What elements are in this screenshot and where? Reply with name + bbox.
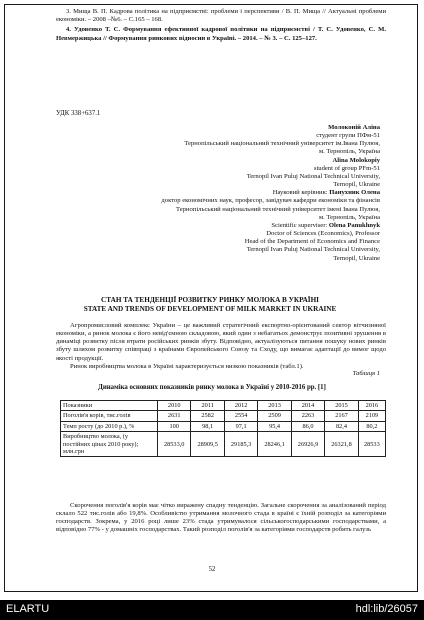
author-line: student of group PFm-51 <box>313 164 380 172</box>
table-cell: 2631 <box>158 411 191 421</box>
author-line: Ternopil, Ukraine <box>333 181 380 189</box>
table-row <box>61 432 386 457</box>
table-cell: Поголів'я корів, тис.голів <box>61 411 158 421</box>
author-name-ua: Молоконій Аліна <box>328 124 380 131</box>
author-line: Ternopil Ivan Puluj National Technical University, <box>246 172 380 180</box>
table-row <box>61 421 386 431</box>
table-cell: 80,2 <box>358 421 385 431</box>
table-header-cell: 2010 <box>158 401 191 411</box>
supervisor-name-en: Olena Panukhnyk <box>328 221 380 229</box>
handle-link[interactable]: hdl:lib/26057 <box>355 603 418 615</box>
paragraph: Агропромисловий комплекс України – це важливий стратегічний експортно-орієнтований сектор вітчизняної економіки, а ринок молока є його невід'ємною складовою, який один з небагатьох демонструє позитивні зрушення в динаміці розвитку після втрати російських ринків збуту. Відповідно, актуалізуються питання пошуку нових ринків збуту шляхом розвитку співпраці з країнами Європейського Союзу та Сходу, що вимагає адаптації до вимог щодо якості продукції. <box>56 322 386 362</box>
table-row <box>61 411 386 421</box>
table-title: Динаміка основних показників ринку молока в Україні у 2010-2016 рр. [1] <box>98 384 326 391</box>
table-cell: 98,1 <box>191 421 224 431</box>
supervisor-line: Ternopil Ivan Puluj National Technical University, <box>246 246 380 254</box>
table-label: Таблиця 1 <box>352 370 380 377</box>
table-cell: 82,4 <box>325 421 358 431</box>
table-cell: 97,1 <box>224 421 257 431</box>
article-titles <box>40 296 380 314</box>
supervisor-line: доктор економічних наук, професор, завідувач кафедри економіки та фінансів <box>161 197 380 205</box>
supervisor-label-ua: Науковий керівник: <box>272 189 330 197</box>
author-name-en: Alina Molokopiy <box>332 156 380 164</box>
supervisor-line: Doctor of Sciences (Economics), Professor <box>266 230 380 238</box>
paragraph: Скорочення поголів'я корів має чітко виражену спадну тенденцію. Загальне скорочення за аналізований період склало 522 тис.голів або 19,8%. Особливістю утримання молочного стада в країні є їхній розподіл за категоріями господарств. Зокрема, у 2016 році лише 23% стада утримувалося сільськогосподарськими господарствами, а відповідно 77% - у домашніх господарствах. Такий розподіл поголів'я за категоріями господарств робить галузь <box>56 502 386 534</box>
supervisor-line: м. Тернопіль, Україна <box>318 213 380 221</box>
repository-name: ELARTU <box>6 603 50 615</box>
table-cell: 28533 <box>358 432 385 457</box>
intro-text <box>56 322 386 371</box>
paragraph: Ринок виробництва молока в Україні характеризується низкою показників (табл.1). <box>70 362 304 370</box>
supervisor-line: Ternopil, Ukraine <box>333 254 380 262</box>
table-cell: 2582 <box>191 411 224 421</box>
table-cell: 28246,1 <box>258 432 291 457</box>
table-cell: Темп росту (до 2010 р.), % <box>61 421 158 431</box>
supervisor-label-en: Scientific superviser: <box>271 221 329 229</box>
table-cell: 26321,8 <box>325 432 358 457</box>
table-cell: 2109 <box>358 411 385 421</box>
table-cell: 28909,5 <box>191 432 224 457</box>
table-header-cell: 2015 <box>325 401 358 411</box>
table-cell: 26926,9 <box>291 432 324 457</box>
supervisor-line: Тернопільський національний технічний університет імені Івана Пулюя, <box>175 205 380 213</box>
title-ua: СТАН ТА ТЕНДЕНЦІЇ РОЗВИТКУ РИНКУ МОЛОКА В УКРАЇНІ <box>101 296 319 304</box>
table-cell: 28533,0 <box>158 432 191 457</box>
author-line: м. Тернопіль, Україна <box>318 148 380 156</box>
table-cell: 100 <box>158 421 191 431</box>
reference-3: 3. Мища В. П. Кадрова політика на підприємстві: проблеми і перспективи / В. П. Мища // Актуальні проблеми економіки. – 2008 –№6. – С.165 – 168. <box>56 8 386 24</box>
analysis-text <box>56 502 386 535</box>
table-header-cell: Показники <box>61 401 158 411</box>
table-header-cell: 2011 <box>191 401 224 411</box>
table-cell: 2263 <box>291 411 324 421</box>
table-header-cell: 2016 <box>358 401 385 411</box>
references <box>56 8 386 45</box>
table-cell: 29185,3 <box>224 432 257 457</box>
table-header-cell: 2012 <box>224 401 257 411</box>
table-header-row <box>61 401 386 411</box>
table-cell: 2167 <box>325 411 358 421</box>
supervisor-en <box>50 222 380 230</box>
table-cell: Виробництво молока, (у постійних цінах 2010 року); млн.грн <box>61 432 158 457</box>
author-line: студент групи ПФм-51 <box>316 132 380 140</box>
reference-4: 4. Удовенко Т. С. Формування ефективної кадрової політики на підприємстві / Т. С. Удовенко, С. М. Невмержицька // Формування ринкових відносин в Україні. – 2014. – № 3. – С. 125–127. <box>56 26 386 42</box>
page-number: 52 <box>208 566 216 573</box>
supervisor-name-ua: Панухник Олена <box>329 189 380 197</box>
author-block <box>50 124 380 263</box>
data-table <box>60 400 386 457</box>
supervisor-line: Head of the Department of Economics and Finance <box>244 238 380 246</box>
table-cell: 2509 <box>258 411 291 421</box>
table-cell: 95,4 <box>258 421 291 431</box>
table-header-cell: 2014 <box>291 401 324 411</box>
supervisor-ua <box>50 189 380 197</box>
table-header-cell: 2013 <box>258 401 291 411</box>
author-line: Тернопільський національний технічний університет ім.Івана Пулюя, <box>184 140 380 148</box>
udk-code: УДК 338+637.1 <box>56 110 101 117</box>
archive-footer <box>0 600 424 620</box>
table-cell: 86,0 <box>291 421 324 431</box>
title-en: STATE AND TRENDS OF DEVELOPMENT OF MILK MARKET IN UKRAINE <box>83 305 337 313</box>
table-cell: 2554 <box>224 411 257 421</box>
